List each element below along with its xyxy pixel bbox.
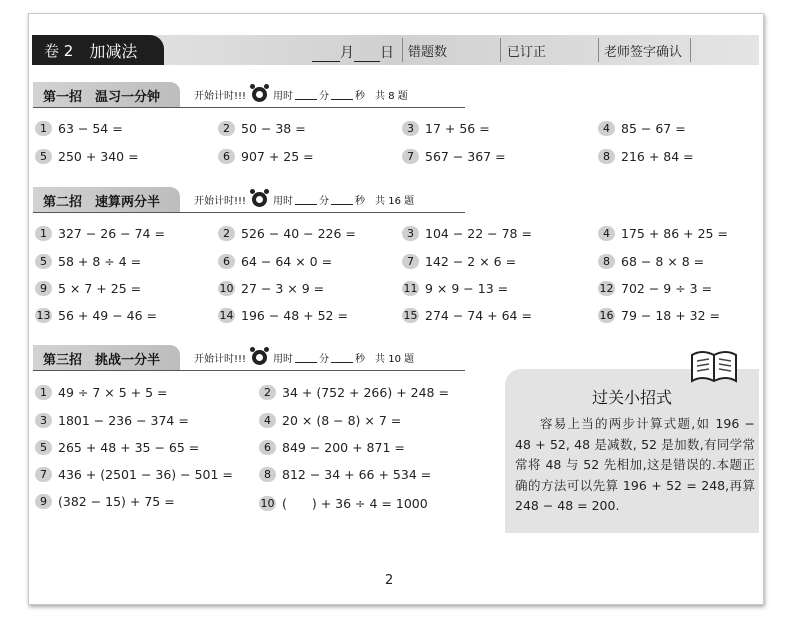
day-label: 日 — [380, 45, 394, 61]
section-3-timer — [194, 350, 414, 365]
problem-count: 共 16 题 — [375, 196, 415, 207]
problem-item — [259, 467, 431, 482]
problem-number: 2 — [259, 385, 276, 400]
minutes-label: 分 — [319, 196, 330, 207]
problem-number: 3 — [402, 226, 419, 241]
header-divider — [402, 38, 403, 62]
section-2-title: 第二招 速算两分半 — [33, 187, 180, 213]
problem-number: 2 — [218, 121, 235, 136]
problem-number: 10 — [219, 282, 234, 295]
problem-number: 16 — [599, 309, 614, 322]
alarm-clock-icon — [252, 350, 267, 365]
time-used-label: 用时 — [273, 354, 294, 365]
problem-number: 9 — [35, 281, 52, 296]
problem-item — [35, 308, 157, 323]
problem-number: 3 — [35, 413, 52, 428]
problem-number: 7 — [402, 149, 419, 164]
problem-item — [35, 226, 165, 241]
alarm-clock-icon — [252, 87, 267, 102]
problem-number: 6 — [259, 440, 276, 455]
problem-item — [35, 149, 139, 164]
problem-item — [598, 281, 712, 296]
start-timer-label: 开始计时!!! — [194, 91, 247, 102]
problem-expression: 1801 − 236 − 374 = — [58, 413, 189, 428]
problem-expression: 327 − 26 − 74 = — [58, 226, 165, 241]
problem-expression: 85 − 67 = — [621, 121, 686, 136]
problem-item — [35, 281, 141, 296]
start-timer-label: 开始计时!!! — [194, 354, 247, 365]
problem-expression: 104 − 22 − 78 = — [425, 226, 532, 241]
problem-item — [218, 121, 306, 136]
section-rule — [33, 370, 465, 371]
problem-expression: 274 − 74 + 64 = — [425, 308, 532, 323]
problem-expression: 63 − 54 = — [58, 121, 123, 136]
problem-number: 15 — [403, 309, 418, 322]
problem-item — [35, 467, 233, 482]
problem-number: 11 — [403, 282, 418, 295]
problem-item — [402, 308, 532, 323]
problem-expression: 216 + 84 = — [621, 149, 694, 164]
section-1-timer — [194, 87, 408, 102]
problem-number: 1 — [35, 226, 52, 241]
problem-item — [402, 121, 490, 136]
tip-title: 过关小招式 — [591, 388, 672, 407]
problem-expression: 79 − 18 + 32 = — [621, 308, 721, 323]
problem-expression: 436 + (2501 − 36) − 501 = — [58, 467, 233, 482]
problem-item — [35, 440, 199, 455]
header-divider — [690, 38, 691, 62]
problem-item — [218, 226, 356, 241]
problem-expression: 56 + 49 − 46 = — [58, 308, 158, 323]
problem-item — [598, 121, 686, 136]
start-timer-label: 开始计时!!! — [194, 196, 247, 207]
problem-item — [218, 281, 324, 296]
section-3-title: 第三招 挑战一分半 — [33, 345, 180, 371]
problem-number: 10 — [260, 496, 275, 510]
problem-item — [402, 226, 532, 241]
problem-item — [259, 494, 428, 512]
seconds-label: 秒 — [355, 354, 366, 365]
section-2-timer — [194, 192, 414, 207]
problem-expression: 526 − 40 − 226 = — [241, 226, 356, 241]
page-title: 加减法 — [89, 41, 138, 61]
problem-number: 7 — [402, 254, 419, 269]
problem-expression: 49 ÷ 7 × 5 + 5 = — [58, 385, 168, 400]
problem-expression: 27 − 3 × 9 = — [241, 281, 325, 296]
problem-number: 3 — [402, 121, 419, 136]
problem-item — [218, 149, 314, 164]
problem-expression: 9 × 9 − 13 = — [425, 281, 509, 296]
problem-expression: 812 − 34 + 66 + 534 = — [282, 467, 432, 482]
problem-expression: 17 + 56 = — [425, 121, 490, 136]
problem-expression: 64 − 64 × 0 = — [241, 254, 333, 269]
problem-item — [598, 226, 728, 241]
tip-text: 容易上当的两步计算式题,如 196 − 48 + 52, 48 是减数, 52 是加数,有同学常常将 48 与 52 先相加,这是错误的.本题正确的方法可以先算 196 + 52 = 248,再算 248 − 48 = 200. — [515, 416, 755, 513]
volume-tab — [32, 35, 164, 65]
problem-item — [259, 440, 405, 455]
problem-number: 5 — [35, 440, 52, 455]
problem-count: 共 8 题 — [375, 91, 408, 102]
month-label: 月 — [340, 45, 354, 61]
problem-item — [35, 494, 175, 509]
problem-number: 2 — [218, 226, 235, 241]
problem-item — [35, 413, 189, 428]
problem-number: 6 — [218, 254, 235, 269]
problem-number: 5 — [35, 254, 52, 269]
time-used-label: 用时 — [273, 91, 294, 102]
problem-item — [598, 149, 694, 164]
problem-expression: 5 × 7 + 25 = — [58, 281, 142, 296]
problem-expression: 196 − 48 + 52 = — [241, 308, 348, 323]
problem-item — [218, 308, 348, 323]
problem-item — [402, 149, 506, 164]
problem-number: 9 — [35, 494, 52, 509]
problem-number: 4 — [259, 413, 276, 428]
problem-count: 共 10 题 — [375, 354, 415, 365]
problem-number: 7 — [35, 467, 52, 482]
problem-item — [598, 308, 720, 323]
problem-item — [598, 254, 704, 269]
problem-number: 1 — [35, 121, 52, 136]
problem-expression: 20 × (8 − 8) × 7 = — [282, 413, 402, 428]
problem-item — [35, 385, 167, 400]
problem-item — [402, 254, 516, 269]
problem-number: 13 — [36, 309, 51, 322]
problem-number: 8 — [598, 149, 615, 164]
header-divider — [598, 38, 599, 62]
problem-expression: ( ) + 36 ÷ 4 = 1000 — [282, 496, 428, 511]
volume-label: 卷 2 — [44, 41, 74, 60]
problem-expression: 567 − 367 = — [425, 149, 506, 164]
problem-expression: (382 − 15) + 75 = — [58, 494, 175, 509]
problem-number: 6 — [218, 149, 235, 164]
open-book-icon — [688, 347, 740, 387]
problem-expression: 50 − 38 = — [241, 121, 306, 136]
page-number: 2 — [385, 573, 394, 588]
problem-number: 14 — [219, 309, 234, 322]
seconds-label: 秒 — [355, 91, 366, 102]
seconds-label: 秒 — [355, 196, 366, 207]
problem-expression: 702 − 9 ÷ 3 = — [621, 281, 713, 296]
corrected-label: 已订正 — [507, 44, 547, 60]
problem-number: 8 — [598, 254, 615, 269]
problem-expression: 68 − 8 × 8 = — [621, 254, 705, 269]
date-field[interactable] — [312, 42, 394, 62]
section-1-title: 第一招 温习一分钟 — [33, 82, 180, 108]
problem-item — [259, 385, 449, 400]
problem-item — [218, 254, 332, 269]
problem-number: 12 — [599, 282, 614, 295]
problem-expression: 34 + (752 + 266) + 248 = — [282, 385, 449, 400]
problem-expression: 58 + 8 ÷ 4 = — [58, 254, 142, 269]
problem-number: 4 — [598, 121, 615, 136]
problem-number: 4 — [598, 226, 615, 241]
teacher-label: 老师签字确认 — [604, 44, 683, 60]
problem-expression: 142 − 2 × 6 = — [425, 254, 517, 269]
alarm-clock-icon — [252, 192, 267, 207]
section-rule — [33, 107, 465, 108]
problem-item — [35, 254, 141, 269]
problem-expression: 250 + 340 = — [58, 149, 139, 164]
problem-number: 1 — [35, 385, 52, 400]
header-divider — [500, 38, 501, 62]
errors-label: 错题数 — [408, 44, 448, 60]
problem-item — [259, 413, 401, 428]
problem-number: 5 — [35, 149, 52, 164]
problem-item — [402, 281, 508, 296]
problem-expression: 849 − 200 + 871 = — [282, 440, 405, 455]
section-rule — [33, 212, 465, 213]
problem-expression: 175 + 86 + 25 = — [621, 226, 728, 241]
time-used-label: 用时 — [273, 196, 294, 207]
problem-number: 8 — [259, 467, 276, 482]
minutes-label: 分 — [319, 91, 330, 102]
problem-expression: 907 + 25 = — [241, 149, 314, 164]
problem-expression: 265 + 48 + 35 − 65 = — [58, 440, 200, 455]
problem-item — [35, 121, 123, 136]
minutes-label: 分 — [319, 354, 330, 365]
